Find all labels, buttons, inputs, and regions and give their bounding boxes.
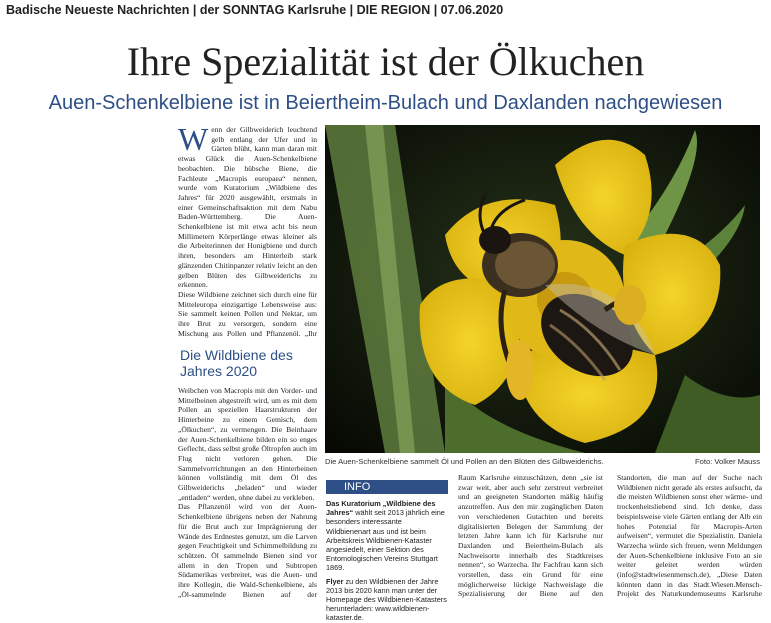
headline: Ihre Spezialität ist der Ölkuchen <box>126 39 645 84</box>
paragraph-locations: Standorten, die man auf der Suche nach Wildbienen nicht gerade als erstes aufsucht, da die meisten Wildbienen sonst eher wärme- und trockenheitsliebend sind. Ich denke, dass beispielsweise viele Gärten entlang der Alb ein hohes Potenzial für Macropis-Arten aufweisen“, vermutet die Spezialistin. Daniela Warzecha würde sich freuen, wenn Meldungen der Auen-Schenkelbiene inklusive Foto an sie weiter geleitet werden würden (info@stadtwiesenmensch.de), „Diese Daten könnten dann in das Stadt.Wiesen.Mensch-Projekt des Naturkundemuseums Karlsruhe <box>617 473 762 598</box>
article-column-1-top <box>178 125 317 340</box>
photo-credit: Foto: Volker Mauss <box>695 457 760 466</box>
article-column-4 <box>617 473 762 598</box>
info-box-title: INFO <box>326 480 448 494</box>
paragraph-lifestyle: Diese Wildbiene zeichnet sich durch eine für Mitteleuropa einzigartige Lebensweise aus: Sie sammelt keinen Pollen und Nektar, um ihre Brut zu versorgen, sondern eine Mischung aus Pollen und Pflanzenöl. „Ihr <box>178 289 317 338</box>
paragraph-impregnation: Das Pflanzenöl wird von der Auen-Schenkelbiene übrigens neben der Nahrung für die Brut auch zur Imprägnierung der Wände des Erdnestes genutzt, um die Larven gegen Feuchtigkeit und Schimmelbildung zu schützen. Öl sammelnde Bienen sind vor allem in den Tropen und Subtropen Südamerikas verbreitet, was die Auen- und ihre Kollegin, die Wald-Schenkelbiene, als „Öl-sammelnde Bienen auf der <box>178 502 317 598</box>
bee-photo-illustration <box>325 125 760 453</box>
photo-caption: Die Auen-Schenkelbiene sammelt Öl und Pollen an den Blüten des Gilbweiderichs. <box>325 457 604 466</box>
info-box <box>326 480 448 623</box>
paragraph-distribution: Raum Karlsruhe einzuschätzen, denn „sie ist zwar weit, aber auch sehr zerstreut verbreitet und an geeigneten Standorten mäßig häufig anzutreffen. Aus den mir zugänglichen Daten von verschiedenen Gutachten und bereits digitalisierten Belegen der Sammlung der letzten Jahre kann ich für Karlsruhe nur Daxlanden und Beiertheim-Bulach als Nachweisorte innerhalb des Stadtkreises nennen“, so Warzecha. Ihr Fachfrau kann sich vorstellen, dass ein Grund für eine möglicherweise lückige Nachweislage die Spezialisierung der Biene auf den <box>458 473 603 598</box>
dropcap: W <box>178 125 209 157</box>
section-heading-wildbiene: Die Wildbiene des Jahres 2020 <box>180 347 293 379</box>
info-paragraph-1: Das Kuratorium „Wildbiene des Jahres“ wählt seit 2013 jährlich eine besonders interessante Wildbienenart aus und ist beim Arbeitskreis Wildbienen-Kataster angesiedelt, einer Sektion des Entomologischen Vereins Stuttgart 1869. <box>326 499 445 573</box>
bee-on-flower-photo <box>325 125 760 453</box>
info-paragraph-2: Flyer zu den Wildbienen der Jahre 2013 bis 2020 kann man unter der Homepage des Wildbienen-Katasters herunterladen: www.wildbienen-kataster.de. <box>326 576 447 623</box>
paragraph-intro: enn der Gilbweiderich leuchtend gelb entlang der Ufer und in Gärten blüht, kann man daran mit etwas Glück die Auen-Schenkelbiene beobachten. Die hübsche Biene, die Fachleute „Macropis europaea“ nennen, wurde vom Kuratorium „Wildbiene des Jahres“ für 2020 ausgewählt, erstmals in einer Gemeinschaftsaktion mit dem Nabu Baden-Württemberg. Die Auen-Schenkelbiene ist mit etwa acht bis neun Millimetern Körperlänge etwas kleiner als die Arbeiterinnen der Honigbiene und durch ihren, besonders am Hinterleib stark glänzenden Chitinpanzer relativ leicht an den gelben Blüten des Gilbweiderichs zu erkennen. <box>178 125 317 290</box>
subheadline: Auen-Schenkelbiene ist in Beiertheim-Bulach und Daxlanden nachgewiesen <box>48 92 723 114</box>
newspaper-topline: Badische Neueste Nachrichten | der SONNTAG Karlsruhe | DIE REGION | 07.06.2020 <box>6 3 504 17</box>
article-column-1-bottom <box>178 386 317 598</box>
info-box-body <box>326 499 448 623</box>
photo-caption-row <box>325 457 760 466</box>
article-column-3 <box>458 473 603 598</box>
paragraph-oilcake: Weibchen von Macropis mit den Vorder- und Mittelbeinen abgestreift wird, um es mit dem Pollen an speziellen Haarstrukturen der Hinterbeine zu einem Gemisch, dem „Ölkuchen“, zu vermengen. Die Beinhaare der Auen-Schenkelbiene bilden ein so enges Geflecht, dass selbst große Öltropfen auch im Flug nicht verloren gehen. Die Sammelvorrichtungen an den Hinterbeinen können vollständig mit dem Öl des Gilbweiderichs „beladen“ und wieder „entladen“ werden, ohne dabei zu verkleben. <box>178 386 317 502</box>
